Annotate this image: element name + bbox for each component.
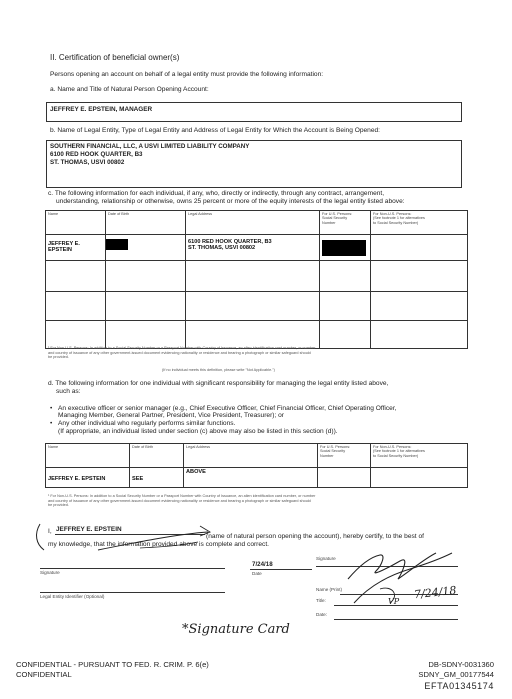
row-name: JEFFREY E. EPSTEIN bbox=[46, 235, 106, 261]
item-a-label: a. Name and Title of Natural Person Opening Account: bbox=[50, 86, 209, 93]
item-d-bullet2-1: Any other individual who regularly performs similar functions. bbox=[58, 420, 236, 427]
col-name: Name bbox=[46, 444, 130, 468]
table-row bbox=[46, 321, 468, 349]
col-ssn: For U.S. Persons: Social Security Number bbox=[318, 444, 371, 468]
row-ssn bbox=[318, 468, 371, 488]
col-ssn: For U.S. Persons: Social Security Number bbox=[320, 211, 371, 235]
right-date-line bbox=[334, 619, 458, 620]
row-name: JEFFREY E. EPSTEIN bbox=[46, 468, 130, 488]
date-label: Date bbox=[252, 571, 262, 576]
footer-left-2: CONFIDENTIAL bbox=[16, 670, 72, 679]
table-row bbox=[46, 468, 468, 488]
section-title: II. Certification of beneficial owner(s) bbox=[50, 53, 180, 62]
item-b-line1: SOUTHERN FINANCIAL, LLC, A USVI LIMITED LIABILITY COMPANY bbox=[50, 143, 250, 150]
cert-date-value: 7/24/18 bbox=[252, 561, 273, 568]
col-nonus: For Non-U.S. Persons: (See footnote 1 for alternatives to Social Security Number) bbox=[371, 211, 468, 235]
na-note: (If no individual meets this definition, please write "Not Applicable.") bbox=[162, 368, 275, 372]
footer-left-1: CONFIDENTIAL - PURSUANT TO FED. R. CRIM. P. 6(e) bbox=[16, 660, 209, 669]
cert-suffix: (name of natural person opening the account), hereby certify, to the best of bbox=[206, 533, 424, 540]
item-b-line3: ST. THOMAS, USVI 00802 bbox=[50, 159, 125, 166]
item-c-label-1: c. The following information for each individual, if any, who, directly or indirectly, through any contract, arrangement, bbox=[48, 190, 385, 197]
lei-line bbox=[40, 592, 225, 593]
row-address: 6100 RED HOOK QUARTER, B3 ST. THOMAS, USVI 00802 bbox=[186, 235, 320, 261]
item-c-footnote: ¹ For Non-U.S. Persons: In addition to a Social Security Number or a Passport Number with Country of Issuance, an alien identification card number, or number and country of issuance of any other government-issued document evidencing nationality or residence and bearing a photograph or similar safeguard should be provided. bbox=[48, 346, 316, 360]
table-row bbox=[46, 235, 468, 261]
footer-right-2: SDNY_GM_00177544 bbox=[418, 670, 494, 679]
item-d-label-2: such as: bbox=[56, 388, 81, 395]
row-dob bbox=[106, 235, 186, 261]
table-row bbox=[46, 261, 468, 292]
handwritten-note: *Signature Card bbox=[182, 622, 290, 637]
row-dob: SEE bbox=[130, 468, 184, 488]
intro-text: Persons opening an account on behalf of a legal entity must provide the following information: bbox=[50, 71, 324, 78]
item-b-line2: 6100 RED HOOK QUARTER, B3 bbox=[50, 151, 143, 158]
redaction bbox=[322, 240, 366, 256]
item-d-bullet1-1: An executive officer or senior manager (e.g., Chief Executive Officer, Chief Financial Officer, Chief Operating Officer, bbox=[58, 405, 397, 412]
cert-prefix: I, bbox=[48, 528, 52, 535]
col-address: Legal Address bbox=[184, 444, 318, 468]
right-date-label: Date: bbox=[316, 612, 327, 617]
right-title-label: Title: bbox=[316, 598, 326, 603]
col-address: Legal Address bbox=[186, 211, 320, 235]
manager-table-header bbox=[46, 444, 468, 468]
footer-right-3: EFTA01345174 bbox=[424, 681, 494, 691]
row-nonus bbox=[371, 235, 468, 261]
right-date-value: 7/24/18 bbox=[413, 583, 457, 602]
signature-scribble bbox=[340, 545, 460, 610]
pen-strokes-graphic bbox=[28, 520, 348, 580]
item-a-value: JEFFREY E. EPSTEIN, MANAGER bbox=[50, 106, 153, 113]
col-dob: Date of Birth bbox=[130, 444, 184, 468]
item-d-label-1: d. The following information for one individual with significant responsibility for managing the legal entity listed above, bbox=[48, 380, 389, 387]
manager-table bbox=[45, 443, 468, 488]
cert-name: JEFFREY E. EPSTEIN bbox=[56, 526, 122, 533]
right-name-label: Name (Print) bbox=[316, 587, 343, 592]
owners-table-header bbox=[46, 211, 468, 235]
table-row bbox=[46, 292, 468, 321]
row-address: ABOVE bbox=[184, 468, 318, 488]
item-d-footnote: ¹ For Non-U.S. Persons: In addition to a Social Security Number or a Passport Number with Country of Issuance, an alien identification card number, or number and country of issuance of any other government-issued document evidencing nationality or residence and bearing a photograph or similar safeguard should be provided. bbox=[48, 494, 316, 508]
owners-table bbox=[45, 210, 468, 349]
bullet-dot: • bbox=[50, 405, 53, 412]
row-nonus bbox=[371, 468, 468, 488]
row-ssn bbox=[320, 235, 371, 261]
col-nonus: For Non-U.S. Persons: (See footnote 1 for alternatives to Social Security Number) bbox=[371, 444, 468, 468]
right-signature-label: Signature bbox=[316, 556, 336, 561]
bullet-dot: • bbox=[50, 420, 53, 427]
item-d-bullet1-2: Managing Member, General Partner, President, Vice President, Treasurer); or bbox=[58, 412, 285, 419]
cert-line2: my knowledge, that the information provided above is complete and correct. bbox=[48, 541, 270, 548]
item-d-bullet2-2: (If appropriate, an individual listed under section (c) above may also be listed in this section (d)). bbox=[58, 428, 338, 435]
col-dob: Date of Birth bbox=[106, 211, 186, 235]
redaction bbox=[106, 239, 129, 250]
signature-label: Signature bbox=[40, 570, 60, 575]
col-name: Name bbox=[46, 211, 106, 235]
lei-label: Legal Entity Identifier (Optional) bbox=[40, 594, 105, 599]
right-title-value: VP bbox=[388, 597, 400, 606]
footer-right-1: DB-SDNY-0031360 bbox=[428, 660, 494, 669]
item-b-label: b. Name of Legal Entity, Type of Legal Entity and Address of Legal Entity for Which the Account is Being Opened: bbox=[50, 127, 381, 134]
item-c-label-2: understanding, relationship or otherwise, owns 25 percent or more of the equity interests of the legal entity listed above: bbox=[56, 198, 405, 205]
